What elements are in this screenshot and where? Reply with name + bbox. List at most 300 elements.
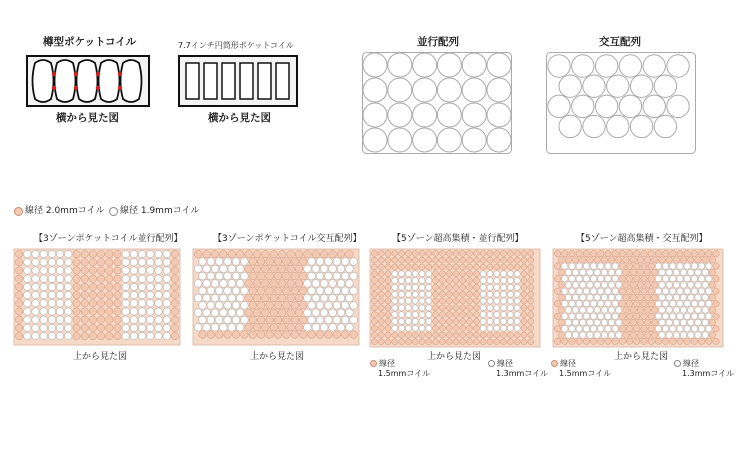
thin-coil — [232, 316, 240, 324]
thick-coil — [81, 324, 88, 331]
thick-coil — [467, 264, 473, 270]
thick-coil — [399, 332, 405, 338]
thick-coil — [114, 283, 121, 290]
thin-coil — [308, 272, 316, 280]
thin-coil — [480, 284, 486, 290]
thick-coil — [73, 291, 80, 298]
thin-coil — [655, 263, 661, 269]
thick-coil — [371, 298, 377, 304]
thick-coil — [385, 250, 391, 256]
thick-coil — [385, 278, 391, 284]
thick-coil — [371, 332, 377, 338]
thick-coil — [648, 313, 654, 319]
thick-coil — [453, 271, 459, 277]
thick-coil — [713, 301, 719, 307]
thin-coil — [333, 316, 341, 324]
thick-coil — [439, 291, 445, 297]
thick-coil — [554, 326, 560, 332]
thin-coil — [612, 263, 618, 269]
thick-coil — [494, 264, 500, 270]
thin-coil — [569, 301, 575, 307]
thin-coil — [494, 271, 500, 277]
thin-coil — [673, 307, 679, 313]
thin-coil — [312, 265, 320, 273]
thick-coil — [371, 339, 377, 345]
thick-coil — [114, 267, 121, 274]
thick-coil — [232, 331, 240, 339]
thin-coil — [655, 326, 661, 332]
thin-coil — [487, 284, 493, 290]
thick-coil — [619, 313, 625, 319]
thick-coil — [15, 291, 22, 298]
coil-circle — [413, 103, 437, 127]
thick-coil — [572, 257, 578, 263]
thin-coil — [426, 305, 432, 311]
thick-coil — [630, 332, 636, 338]
thin-coil — [138, 267, 145, 274]
thin-coil — [40, 316, 47, 323]
thin-coil — [130, 259, 137, 266]
thick-coil — [641, 326, 647, 332]
thick-coil — [253, 309, 261, 317]
thick-coil — [81, 316, 88, 323]
coil-circle — [437, 103, 461, 127]
thick-coil — [97, 316, 104, 323]
thick-coil — [89, 291, 96, 298]
coil-circle — [548, 95, 570, 117]
thick-coil — [89, 275, 96, 282]
thin-coil — [562, 288, 568, 294]
panel-3-grid — [370, 249, 540, 347]
coil-circle — [583, 75, 605, 97]
thick-coil — [299, 302, 307, 310]
thin-coil — [333, 272, 341, 280]
thick-coil — [521, 278, 527, 284]
thin-coil — [594, 332, 600, 338]
thin-coil — [562, 313, 568, 319]
thin-coil — [702, 332, 708, 338]
thick-coil — [89, 332, 96, 339]
thick-coil — [528, 257, 534, 263]
thick-coil — [446, 284, 452, 290]
coil-circle — [667, 55, 689, 77]
thin-coil — [320, 280, 328, 288]
thick-coil — [684, 338, 690, 344]
thick-coil — [709, 319, 715, 325]
thin-coil — [695, 319, 701, 325]
thin-coil — [662, 326, 668, 332]
thin-coil — [659, 294, 665, 300]
thick-coil — [257, 272, 265, 280]
thin-coil — [333, 258, 341, 266]
thin-coil — [333, 302, 341, 310]
thick-coil — [199, 331, 207, 339]
thin-coil — [236, 294, 244, 302]
thin-coil — [487, 278, 493, 284]
thick-coil — [487, 332, 493, 338]
thin-coil — [688, 319, 694, 325]
thick-coil — [405, 257, 411, 263]
thick-coil — [412, 339, 418, 345]
thin-coil — [24, 275, 31, 282]
thin-coil — [583, 275, 589, 281]
thick-coil — [385, 339, 391, 345]
cylinder-coil — [276, 63, 289, 99]
thin-coil-legend-swatch — [109, 207, 118, 216]
thick-coil — [521, 250, 527, 256]
staggered-title: 交互配列 — [599, 36, 641, 48]
thick-coil — [446, 264, 452, 270]
thick-coil — [97, 259, 104, 266]
thick-coil — [283, 258, 291, 266]
thick-coil — [299, 331, 307, 339]
thin-coil — [399, 271, 405, 277]
thin-coil — [426, 298, 432, 304]
thick-coil — [73, 308, 80, 315]
thick-coil — [598, 250, 604, 256]
thin-coil — [587, 319, 593, 325]
thick-coil — [521, 312, 527, 318]
thin-coil — [659, 319, 665, 325]
thin-coil — [507, 278, 513, 284]
thick-coil — [378, 298, 384, 304]
thick-coil — [106, 324, 113, 331]
thick-coil — [460, 325, 466, 331]
thick-coil — [507, 264, 513, 270]
thin-coil — [569, 288, 575, 294]
thin-coil — [569, 326, 575, 332]
thin-coil — [580, 307, 586, 313]
thin-coil — [494, 291, 500, 297]
thick-coil — [605, 338, 611, 344]
thick-coil — [713, 338, 719, 344]
thin-coil — [562, 326, 568, 332]
thick-coil — [439, 318, 445, 324]
thick-coil — [266, 258, 274, 266]
thin-coil — [666, 269, 672, 275]
thin-coil — [48, 275, 55, 282]
thin-coil — [24, 300, 31, 307]
thin-coil — [207, 302, 215, 310]
thick-coil — [619, 288, 625, 294]
thin-coil — [587, 294, 593, 300]
panel-2-title: 【3ゾーンポケットコイル交互配列】 — [213, 234, 362, 244]
thick-coil — [554, 301, 560, 307]
coil-circle — [388, 128, 412, 152]
thick-coil — [81, 332, 88, 339]
thin-coil — [155, 308, 162, 315]
coil-circle — [548, 55, 570, 77]
thick-coil — [528, 339, 534, 345]
thick-coil — [270, 280, 278, 288]
thin-coil — [24, 291, 31, 298]
thin-coil — [399, 278, 405, 284]
thin-coil — [670, 275, 676, 281]
thick-coil — [453, 325, 459, 331]
thick-coil — [73, 259, 80, 266]
thick-coil — [460, 264, 466, 270]
thin-coil — [138, 324, 145, 331]
thick-coil — [312, 250, 320, 258]
thick-coil — [680, 257, 686, 263]
thin-coil — [706, 301, 712, 307]
thick-coil — [171, 250, 178, 257]
thin-coil — [333, 287, 341, 295]
thin-coil — [32, 332, 39, 339]
thin-coil — [706, 275, 712, 281]
thick-coil — [576, 250, 582, 256]
thick-coil — [662, 338, 668, 344]
thin-coil — [48, 259, 55, 266]
thin-coil — [207, 316, 215, 324]
thick-coil — [528, 312, 534, 318]
thick-coil — [385, 271, 391, 277]
thick-coil — [480, 250, 486, 256]
thick-coil — [426, 332, 432, 338]
thick-coil-legend-label: 線径 2.0mmコイル — [25, 206, 105, 216]
thick-coil — [644, 307, 650, 313]
thick-coil — [652, 332, 658, 338]
thin-coil — [426, 284, 432, 290]
thin-coil — [494, 284, 500, 290]
thin-coil — [412, 278, 418, 284]
thin-coil — [426, 325, 432, 331]
thin-coil — [199, 287, 207, 295]
thin-coil — [616, 294, 622, 300]
thin-coil — [572, 307, 578, 313]
thick-coil — [576, 338, 582, 344]
thick-coil — [554, 263, 560, 269]
thick-coil — [106, 275, 113, 282]
thin-coil — [662, 275, 668, 281]
thick-coil — [587, 257, 593, 263]
thick-coil — [460, 298, 466, 304]
thin-coil — [601, 294, 607, 300]
thin-coil — [702, 282, 708, 288]
barrel-coil-diagram — [26, 55, 150, 107]
thin-coil — [325, 302, 333, 310]
thin-coil — [308, 258, 316, 266]
coil-circle — [607, 75, 629, 97]
thick-coil — [171, 275, 178, 282]
thin-coil — [405, 278, 411, 284]
thick-coil — [528, 318, 534, 324]
thin-coil — [24, 316, 31, 323]
thick-coil — [521, 298, 527, 304]
thin-coil — [487, 325, 493, 331]
thick-coil — [623, 332, 629, 338]
thick-coil — [467, 291, 473, 297]
thick-coil — [207, 331, 215, 339]
thin-coil — [24, 250, 31, 257]
thin-coil — [514, 291, 520, 297]
thick-coil — [637, 319, 643, 325]
thin-coil — [122, 316, 129, 323]
thin-coil — [670, 263, 676, 269]
thick-coil — [89, 308, 96, 315]
thick-coil — [15, 267, 22, 274]
thin-coil — [350, 258, 358, 266]
thin-coil — [412, 305, 418, 311]
thin-coil — [605, 263, 611, 269]
thin-coil — [194, 280, 202, 288]
thin-coil — [147, 308, 154, 315]
thick-coil — [439, 339, 445, 345]
thin-coil — [601, 332, 607, 338]
thick-coil — [709, 332, 715, 338]
thick-coil — [433, 298, 439, 304]
thin-coil — [207, 287, 215, 295]
thin-coil — [426, 318, 432, 324]
thick-coil — [378, 271, 384, 277]
thick-coil — [494, 332, 500, 338]
thin-coil — [40, 332, 47, 339]
thin-coil — [514, 312, 520, 318]
thin-coil — [392, 284, 398, 290]
thick-coil — [392, 332, 398, 338]
coil-circle — [388, 53, 412, 77]
thick-coil — [446, 325, 452, 331]
thin-coil — [215, 302, 223, 310]
thin-coil — [130, 332, 137, 339]
thick-coil — [709, 269, 715, 275]
thin-coil — [587, 307, 593, 313]
thin-coil — [341, 302, 349, 310]
thick-coil — [257, 331, 265, 339]
panel-4-grid — [553, 249, 723, 347]
thin-coil — [122, 308, 129, 315]
thin-coil — [565, 307, 571, 313]
thin-coil — [241, 287, 249, 295]
thin-coil — [507, 298, 513, 304]
thin-coil — [608, 294, 614, 300]
thin-coil — [232, 302, 240, 310]
coil-circle — [388, 78, 412, 102]
thick-coil — [114, 291, 121, 298]
thick-coil — [528, 271, 534, 277]
thick-coil — [245, 250, 253, 258]
thin-coil — [587, 332, 593, 338]
thin-coil — [24, 259, 31, 266]
thick-coil — [446, 312, 452, 318]
thin-coil — [670, 326, 676, 332]
thick-coil — [501, 257, 507, 263]
thick-coil — [558, 319, 564, 325]
thin-coil — [576, 288, 582, 294]
thick-coil — [521, 291, 527, 297]
thin-coil — [147, 275, 154, 282]
thin-coil — [65, 283, 72, 290]
thick-coil — [114, 308, 121, 315]
thin-coil — [655, 313, 661, 319]
thick-coil — [215, 331, 223, 339]
thick-coil — [467, 278, 473, 284]
thin-coil — [155, 300, 162, 307]
thin-coil — [412, 284, 418, 290]
thin-coil — [655, 288, 661, 294]
thick-coil — [114, 250, 121, 257]
thin-coil — [666, 319, 672, 325]
thick-coil — [270, 323, 278, 331]
thick-coil — [378, 284, 384, 290]
thin-coil — [616, 319, 622, 325]
thin-coil — [587, 282, 593, 288]
thick-coil — [274, 302, 282, 310]
thin-coil — [405, 318, 411, 324]
thin-coil — [138, 308, 145, 315]
coil-joint-marker — [74, 86, 78, 90]
thick-coil — [114, 275, 121, 282]
thin-coil — [122, 291, 129, 298]
thick-coil — [299, 272, 307, 280]
thin-coil — [590, 301, 596, 307]
thin-coil — [487, 318, 493, 324]
thick-coil — [521, 318, 527, 324]
cylinder-coil — [204, 63, 217, 99]
thin-coil — [56, 291, 63, 298]
thick-coil — [299, 258, 307, 266]
thin-coil — [666, 282, 672, 288]
thin-coil — [40, 250, 47, 257]
thin-coil — [612, 301, 618, 307]
thick-coil — [278, 294, 286, 302]
thin-coil — [392, 312, 398, 318]
thick-coil — [291, 302, 299, 310]
thin-coil — [576, 313, 582, 319]
thick-coil — [691, 250, 697, 256]
coil-circle — [643, 95, 665, 117]
thick-coil — [378, 325, 384, 331]
thick-coil — [446, 278, 452, 284]
thin-coil — [304, 265, 312, 273]
thick-coil — [73, 332, 80, 339]
thin-coil — [514, 284, 520, 290]
thick-coil — [412, 264, 418, 270]
coil-circle — [413, 128, 437, 152]
thin-coil — [684, 313, 690, 319]
thin-coil — [138, 259, 145, 266]
panel-3-thin-swatch — [488, 360, 495, 367]
thick-coil — [655, 250, 661, 256]
thin-coil — [494, 305, 500, 311]
thick-coil — [709, 294, 715, 300]
thin-coil — [24, 324, 31, 331]
thick-coil — [106, 300, 113, 307]
thin-coil — [24, 332, 31, 339]
thick-coil — [89, 259, 96, 266]
thick-coil — [392, 339, 398, 345]
thin-coil — [308, 302, 316, 310]
thin-coil — [163, 316, 170, 323]
thick-coil — [569, 250, 575, 256]
thin-coil — [65, 324, 72, 331]
coil-circle — [363, 128, 387, 152]
thick-coil — [709, 282, 715, 288]
thick-coil — [514, 332, 520, 338]
thin-coil — [507, 291, 513, 297]
thick-coil — [274, 331, 282, 339]
thick-coil — [304, 250, 312, 258]
thin-coil — [399, 325, 405, 331]
thin-coil — [65, 316, 72, 323]
thin-coil — [341, 287, 349, 295]
thin-coil — [138, 291, 145, 298]
thin-coil — [399, 291, 405, 297]
thick-coil — [378, 339, 384, 345]
thick-coil — [249, 258, 257, 266]
thick-coil — [426, 257, 432, 263]
thin-coil — [147, 250, 154, 257]
